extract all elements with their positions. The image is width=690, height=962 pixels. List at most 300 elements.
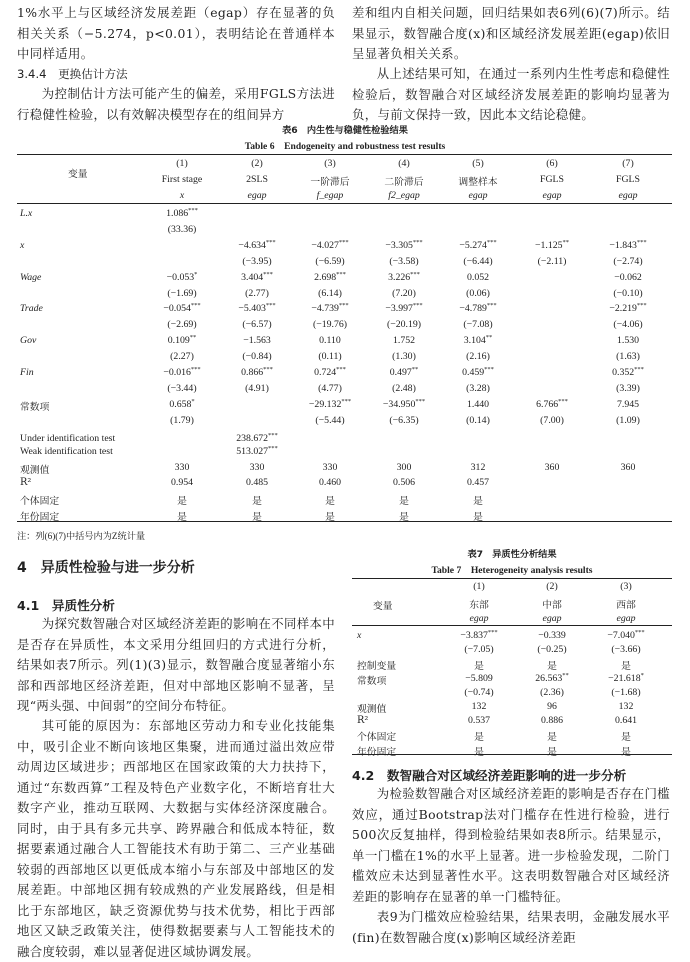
table6-cell-value: 2.698	[314, 271, 337, 283]
table7-cell	[547, 729, 557, 743]
table6-cell	[614, 272, 642, 283]
table6-significance-stars: ***	[412, 302, 423, 310]
table6-cell-value: 0.052	[466, 271, 490, 283]
table6-cell-value: 360	[544, 461, 560, 473]
table7-header-rule	[352, 625, 672, 626]
table6-col-name: 一阶滞后	[310, 177, 350, 188]
table6-cell-value: −34.950	[382, 398, 416, 410]
table6-cell-value: (−5.44)	[315, 414, 345, 426]
table6-significance-stars: ***	[263, 270, 273, 278]
right-paragraph-1: 差和组内自相关问题，回归结果如表6列(6)(7)所示。结果显示，数智融合度(x)和区域经济发展差距(egap)依旧呈显著负相关关系。	[352, 5, 670, 61]
table6-cell	[163, 303, 200, 314]
table7-caption-zh: 表7 异质性分析结果	[467, 549, 557, 560]
section-4-2-heading: 4.2 数智融合对区域经济差距影响的进一步分析	[352, 768, 627, 783]
table6-col-name: First stage	[161, 174, 203, 185]
table6-cell	[325, 493, 335, 507]
table7-cell	[537, 644, 566, 655]
table6-cell-value: 是	[399, 496, 409, 507]
table6-cell-value: 3.404	[241, 271, 264, 283]
table6-significance-stars: ***	[338, 302, 349, 310]
table6-cell	[459, 303, 496, 314]
table6-cell-value: 0.485	[245, 477, 269, 489]
table6-cell	[393, 477, 415, 488]
table6-cell-value: 1.752	[392, 335, 416, 347]
table6-cell-value: 是	[473, 511, 483, 523]
table7-cell-value: 是	[547, 732, 557, 744]
table6-significance-stars: *	[191, 397, 195, 405]
table6-cell	[540, 415, 564, 426]
table6-cell	[170, 415, 194, 426]
table6-cell	[467, 272, 489, 283]
table7-cell	[547, 744, 557, 758]
table6-cell-value: (1.30)	[392, 351, 416, 363]
table6-cell	[466, 383, 490, 394]
table6-significance-stars: **	[562, 238, 570, 246]
table6-significance-stars: **	[485, 334, 493, 342]
table6-col-dep: egap	[247, 190, 267, 201]
table6-significance-stars: **	[189, 334, 197, 342]
table6-cell-value: 1.530	[616, 335, 640, 347]
table6-cell-value: 6.766	[536, 398, 559, 410]
table6-cell	[466, 288, 490, 299]
table6-cell-value: (2.27)	[170, 351, 194, 363]
table7-cell-value: −7.040	[607, 630, 635, 641]
table6-cell-value: (3.39)	[616, 382, 640, 394]
table6-cell-value: 0.506	[392, 477, 416, 489]
table6-cell-value: (−0.10)	[613, 287, 643, 299]
table6-cell	[315, 415, 344, 426]
table6-cell	[166, 208, 198, 219]
table6-cell-value: (7.20)	[392, 287, 416, 299]
table6-significance-stars: ***	[412, 238, 423, 246]
table7-cell-value: (−7.05)	[464, 644, 494, 656]
table7-col-num: (3)	[620, 581, 632, 592]
table6-cell-value: 0.954	[170, 477, 194, 489]
table6-cell	[613, 319, 642, 330]
table6-cell	[319, 335, 341, 346]
table6-cell-value: 是	[252, 511, 262, 523]
table7-cell-value: 96	[547, 701, 557, 712]
table7-var-header: 变量	[373, 601, 393, 612]
table7-cell-value: 是	[547, 661, 557, 673]
table6-row-label: 常数项	[20, 401, 50, 413]
table6-cell	[170, 351, 194, 362]
table6-cell-value: 是	[177, 511, 187, 523]
table6-cell	[463, 256, 492, 267]
table7-cell-value: 0.641	[614, 715, 638, 727]
table6-cell	[243, 335, 271, 346]
table7-col-name: 中部	[542, 600, 562, 611]
table6-cell-value: (4.77)	[318, 382, 342, 394]
table6-cell	[241, 367, 273, 378]
table6-cell	[459, 240, 496, 251]
table6-significance-stars: *	[194, 270, 198, 278]
table6-col-dep: egap	[618, 190, 638, 201]
table6-cell-value: −3.305	[385, 239, 413, 251]
table6-cell	[463, 319, 492, 330]
table6-cell	[471, 462, 486, 473]
table6-cell-value: (−4.06)	[613, 319, 643, 331]
table7-cell-value: (−0.25)	[537, 644, 567, 656]
table6-cell	[313, 319, 347, 330]
table7-col-dep: egap	[542, 613, 562, 624]
table6-significance-stars: ***	[634, 366, 644, 373]
table6-cell-value: −0.054	[163, 303, 191, 315]
table6-cell-value: (1.63)	[616, 351, 640, 363]
table6-cell	[609, 240, 646, 251]
table7-col-dep: egap	[469, 613, 489, 624]
table6-cell	[609, 303, 646, 314]
table6-cell	[466, 415, 490, 426]
table6-cell	[616, 351, 640, 362]
table6-cell	[388, 272, 420, 283]
table7-col-dep: egap	[616, 613, 636, 624]
table7-cell-value: 132	[471, 701, 487, 712]
table6-cell-value: 330	[249, 461, 265, 473]
table6-cell	[171, 477, 193, 488]
table7-caption-en: Table 7 Heterogeneity analysis results	[431, 565, 593, 576]
table6-cell	[319, 477, 341, 488]
table7-cell	[611, 687, 640, 698]
table6-cell-value: 0.459	[462, 367, 485, 378]
table6-cell-value: 330	[322, 461, 338, 473]
table6-row-label: 个体固定	[20, 496, 60, 507]
table7-cell-value: (−0.74)	[464, 686, 494, 698]
table6-bottom-rule	[17, 521, 672, 522]
table6-cell	[314, 272, 346, 283]
table6-cell-value: (−19.76)	[312, 319, 348, 331]
table6-cell-value: 是	[325, 511, 335, 523]
table7-cell	[619, 701, 634, 712]
table6-col-num: (7)	[622, 158, 634, 169]
table6-row-label: R²	[20, 477, 32, 489]
table6-cell-value: 513.027	[236, 446, 269, 458]
table6-cell-value: 1.086	[166, 208, 189, 219]
table6-cell	[167, 288, 196, 299]
table6-cell	[325, 509, 335, 523]
table7-row-label: x	[357, 630, 362, 641]
table7-cell	[621, 744, 631, 758]
table6-significance-stars: ***	[188, 207, 198, 214]
table6-cell-value: 0.457	[466, 477, 490, 489]
table6-significance-stars: ***	[190, 366, 201, 373]
table7-cell	[621, 658, 631, 672]
table6-cell	[318, 383, 342, 394]
table7-cell-value: 132	[618, 701, 634, 712]
table6-cell	[616, 383, 640, 394]
table6-cell-value: −3.997	[385, 303, 413, 315]
table6-cell	[399, 509, 409, 523]
table6-row-label: 年份固定	[20, 511, 60, 523]
table7-cell-value: 0.886	[540, 715, 564, 727]
table6-cell-value: (−1.69)	[167, 287, 197, 299]
table7-top-rule	[352, 578, 672, 579]
table6-cell-value: −2.219	[609, 303, 637, 315]
table6-col-num: (6)	[546, 158, 558, 169]
table6-significance-stars: ***	[265, 302, 276, 310]
subsection-heading-3-4-4: 3.4.4 更换估计方法	[17, 67, 128, 81]
table6-header-rule	[17, 203, 672, 204]
table6-cell	[613, 256, 642, 267]
table6-cell-value: 是	[177, 496, 187, 507]
table6-cell	[467, 477, 489, 488]
table6-cell-value: −0.062	[614, 271, 642, 283]
table6-cell	[168, 335, 197, 346]
table7-cell	[547, 658, 557, 672]
table7-cell	[540, 687, 564, 698]
table6-cell	[392, 351, 416, 362]
table7-cell	[474, 744, 484, 758]
table6-cell	[387, 319, 421, 330]
table7-cell	[472, 701, 487, 712]
table6-cell-value: 0.724	[314, 367, 337, 378]
table6-cell-value: (−7.08)	[463, 319, 493, 331]
table6-cell-value: 0.866	[241, 367, 264, 378]
table7-cell-value: 是	[474, 746, 484, 758]
table6-cell-value: (−0.84)	[242, 351, 272, 363]
table6-significance-stars: ***	[338, 238, 349, 246]
table6-note: 注：列(6)(7)中括号内为Z统计量	[17, 531, 146, 541]
table6-row-label: 观测值	[20, 464, 50, 476]
table7-cell	[474, 658, 484, 672]
table6-cell	[177, 509, 187, 523]
table6-cell-value: 3.226	[388, 271, 411, 283]
table6-significance-stars: ***	[486, 238, 497, 246]
table6-col-dep: egap	[468, 190, 488, 201]
table6-cell	[464, 335, 493, 346]
table6-cell	[177, 493, 187, 507]
table6-significance-stars: ***	[558, 397, 568, 405]
table6-cell	[389, 256, 418, 267]
table6-cell	[242, 351, 271, 362]
table6-significance-stars: ***	[484, 366, 494, 373]
table6-cell-value: 0.109	[167, 335, 190, 347]
table6-cell	[314, 367, 346, 378]
table7-col-num: (1)	[473, 581, 485, 592]
section-4-heading: 4 异质性检验与进一步分析	[17, 560, 195, 576]
table7-cell-value: 0.537	[467, 715, 491, 727]
table6-significance-stars: ***	[410, 270, 420, 278]
table6-cell	[311, 240, 348, 251]
table6-cell	[473, 493, 483, 507]
table6-significance-stars: ***	[265, 238, 276, 246]
table6-cell-value: −1.125	[534, 239, 563, 251]
table7-col-name: 东部	[469, 600, 489, 611]
table6-row-label: Fin	[20, 367, 34, 378]
table6-cell	[392, 383, 416, 394]
table6-significance-stars: ***	[336, 270, 346, 278]
table6-cell-value: (2.77)	[245, 287, 269, 299]
table6-cell-value: −0.053	[166, 271, 195, 283]
table6-col-num: (5)	[472, 158, 484, 169]
table6-cell	[617, 335, 639, 346]
table6-caption-zh: 表6 内生性与稳健性检验结果	[282, 125, 408, 136]
table6-cell-value: 312	[470, 461, 486, 473]
table6-cell	[245, 383, 269, 394]
table6-cell-value: (6.14)	[318, 287, 342, 299]
table7-cell-value: −0.339	[538, 630, 566, 641]
table6-cell-value: −4.739	[311, 303, 339, 315]
table6-col-num: (3)	[324, 158, 336, 169]
table6-cell-value: (−3.44)	[167, 382, 197, 394]
table6-cell	[238, 303, 275, 314]
table6-cell-value: (−6.57)	[242, 319, 272, 331]
table6-significance-stars: ***	[415, 397, 426, 405]
table6-cell	[392, 288, 416, 299]
table6-cell	[389, 415, 418, 426]
table6-cell	[167, 319, 196, 330]
left-paragraph-2: 为控制估计方法可能产生的偏差，采用FGLS方法进行稳健性检验，以有效解决模型存在的组间异方	[17, 86, 335, 122]
table6-cell	[545, 462, 560, 473]
table6-cell	[616, 415, 640, 426]
table7-cell-value: 是	[474, 661, 484, 673]
table6-cell-value: 是	[252, 496, 262, 507]
table6-row-label: Wage	[20, 271, 42, 283]
table6-col-num: (4)	[398, 158, 410, 169]
table6-significance-stars: ***	[336, 366, 346, 373]
table7-cell	[468, 715, 490, 726]
table6-col-name: 二阶滞后	[384, 177, 424, 188]
table6-significance-stars: ***	[263, 366, 273, 373]
table7-cell	[608, 673, 644, 684]
table6-cell-value: −29.132	[308, 398, 342, 410]
section-4-1-paragraph-2: 其可能的原因为：东部地区劳动力和专业化技能集中，吸引企业不断向该地区集聚，进而通过溢出效应带动周边区域进步；西部地区在国家政策的大力扶持下，通过“东数西算”工程及特色产业数字化，不断培育壮大数字产业，推动互联网、大数据与实体经济深度融合。同时，由于具有多元共享、跨界融合和低成本特征，数据要素通过融合人工智能技术有助于第二、三产业基础较弱的西部地区以更低成本缩小与东部及中部地区的发展差距。中部地区拥有较成熟的产业发展路线，但是相比于东部地区，缺乏资源优势与技术优势，相比于西部地区又缺乏政策关注，使得数据要素与人工智能技术的融合度较弱，难以显著促进区域协调发展。	[17, 718, 335, 959]
table6-significance-stars: ***	[190, 302, 201, 310]
table7-row-label: 控制变量	[357, 661, 397, 673]
table6-cell-value: −5.403	[238, 303, 266, 315]
table7-cell-value: 是	[547, 746, 557, 758]
table6-row-label: Trade	[20, 303, 43, 315]
table6-cell	[538, 256, 567, 267]
table6-cell	[323, 462, 338, 473]
table6-significance-stars: ***	[341, 397, 352, 405]
table6-row-label: Weak identification test	[20, 446, 113, 458]
table6-cell	[462, 367, 494, 378]
section-4-2-paragraph-1: 为检验数智融合对区域经济差距的影响是否存在门槛效应，通过Bootstrap法对门槛存在性进行检验，进行500次反复抽样，得到检验结果如表8所示。结果显示，单一门槛在1%的水平上显著。进一步检验发现，二阶门槛效应未达到显著性水平。这表明数智融合对区域经济差距的影响存在显著的单一门槛特征。	[352, 786, 670, 904]
table6-cell	[315, 256, 344, 267]
table6-cell-value: 1.440	[466, 398, 490, 410]
table6-cell	[612, 367, 644, 378]
table7-row-label: 个体固定	[357, 732, 397, 744]
table6-cell	[168, 224, 197, 235]
table7-row-label: 年份固定	[357, 746, 397, 758]
table7-cell-value: −5.809	[465, 672, 493, 684]
table7-col-name: 西部	[616, 600, 636, 611]
table6-cell-value: −4.634	[238, 239, 266, 251]
table6-cell-value: −4.789	[459, 303, 487, 315]
section-4-2-paragraph-2: 表9为门槛效应检验结果，结果表明，金融发展水平(fin)在数智融合度(x)影响区域经济差距	[352, 909, 670, 945]
table6-significance-stars: ***	[636, 302, 647, 310]
table6-cell	[167, 383, 196, 394]
table6-cell-value: (7.00)	[540, 414, 564, 426]
table7-cell-value: −21.618	[608, 672, 641, 684]
table7-row-label: 常数项	[357, 675, 387, 687]
table6-cell	[613, 288, 642, 299]
table6-col-name: 2SLS	[246, 174, 268, 185]
table6-cell	[169, 399, 194, 410]
table6-cell	[393, 335, 415, 346]
table6-cell	[311, 303, 348, 314]
table6-row-label: Gov	[20, 335, 37, 347]
table6-cell	[245, 288, 269, 299]
table7-cell-value: (−3.66)	[611, 644, 641, 656]
table6-cell-value: 是	[473, 496, 483, 507]
table6-cell-value: (−3.95)	[242, 255, 272, 267]
table6-cell-value: −5.274	[459, 239, 487, 251]
table7-cell-value: (−1.68)	[611, 686, 641, 698]
table6-col-dep: egap	[542, 190, 562, 201]
table7-cell	[538, 630, 566, 641]
table6-cell-value: 0.497	[389, 367, 412, 378]
table6-cell-value: 300	[396, 461, 412, 473]
section-4-1-heading: 4.1 异质性分析	[17, 598, 115, 613]
table7-cell	[611, 644, 640, 655]
table6-cell-value: 0.658	[169, 398, 192, 410]
table6-significance-stars: ***	[268, 445, 278, 453]
table6-cell-value: 330	[174, 461, 190, 473]
table7-cell	[464, 644, 493, 655]
table6-cell	[621, 462, 636, 473]
table6-cell-value: (0.14)	[466, 414, 490, 426]
table6-cell-value: 0.110	[319, 335, 341, 347]
table6-cell	[383, 399, 425, 410]
table7-cell-value: 是	[621, 661, 631, 673]
table6-cell	[309, 399, 351, 410]
table7-cell	[464, 687, 493, 698]
table6-cell-value: 0.352	[612, 367, 635, 378]
table6-cell	[252, 509, 262, 523]
table7-cell	[465, 673, 493, 684]
table6-row-label: L.x	[20, 208, 33, 219]
table6-col-dep: x	[179, 190, 185, 201]
table6-cell-value: 7.945	[616, 398, 640, 410]
table6-col-name: FGLS	[616, 174, 640, 185]
table7-cell-value: (2.36)	[540, 686, 564, 698]
table6-cell	[242, 319, 271, 330]
table6-cell-value: (−2.74)	[613, 255, 643, 267]
table6-cell	[175, 462, 190, 473]
table6-cell	[250, 462, 265, 473]
table6-cell-value: (−20.19)	[386, 319, 422, 331]
table6-cell-value: −1.563	[243, 335, 271, 347]
table6-cell-value: (0.06)	[466, 287, 490, 299]
table6-cell	[385, 240, 422, 251]
table6-cell	[242, 256, 271, 267]
table6-cell	[163, 367, 200, 378]
table6-cell-value: 是	[325, 496, 335, 507]
table6-significance-stars: ***	[486, 302, 497, 310]
table7-cell	[535, 673, 568, 684]
table7-significance-stars: ***	[487, 629, 498, 636]
table6-cell	[241, 272, 273, 283]
table6-cell	[238, 240, 275, 251]
table6-cell	[535, 240, 569, 251]
table7-row-label: R²	[357, 715, 369, 727]
table6-cell-value: 3.104	[463, 335, 486, 347]
table6-cell	[236, 433, 278, 444]
table7-col-num: (2)	[546, 581, 558, 592]
table7-cell	[460, 630, 497, 641]
table6-cell-value: (2.48)	[392, 382, 416, 394]
table6-cell-value: (−2.11)	[537, 255, 567, 267]
table6-cell	[252, 493, 262, 507]
table6-cell-value: (−2.69)	[167, 319, 197, 331]
table6-cell-value: (−3.58)	[389, 255, 419, 267]
table6-cell-value: −4.027	[311, 239, 339, 251]
table7-cell-value: 26.563	[535, 672, 563, 684]
table6-var-header: 变量	[68, 169, 88, 180]
table6-top-rule	[17, 154, 672, 155]
